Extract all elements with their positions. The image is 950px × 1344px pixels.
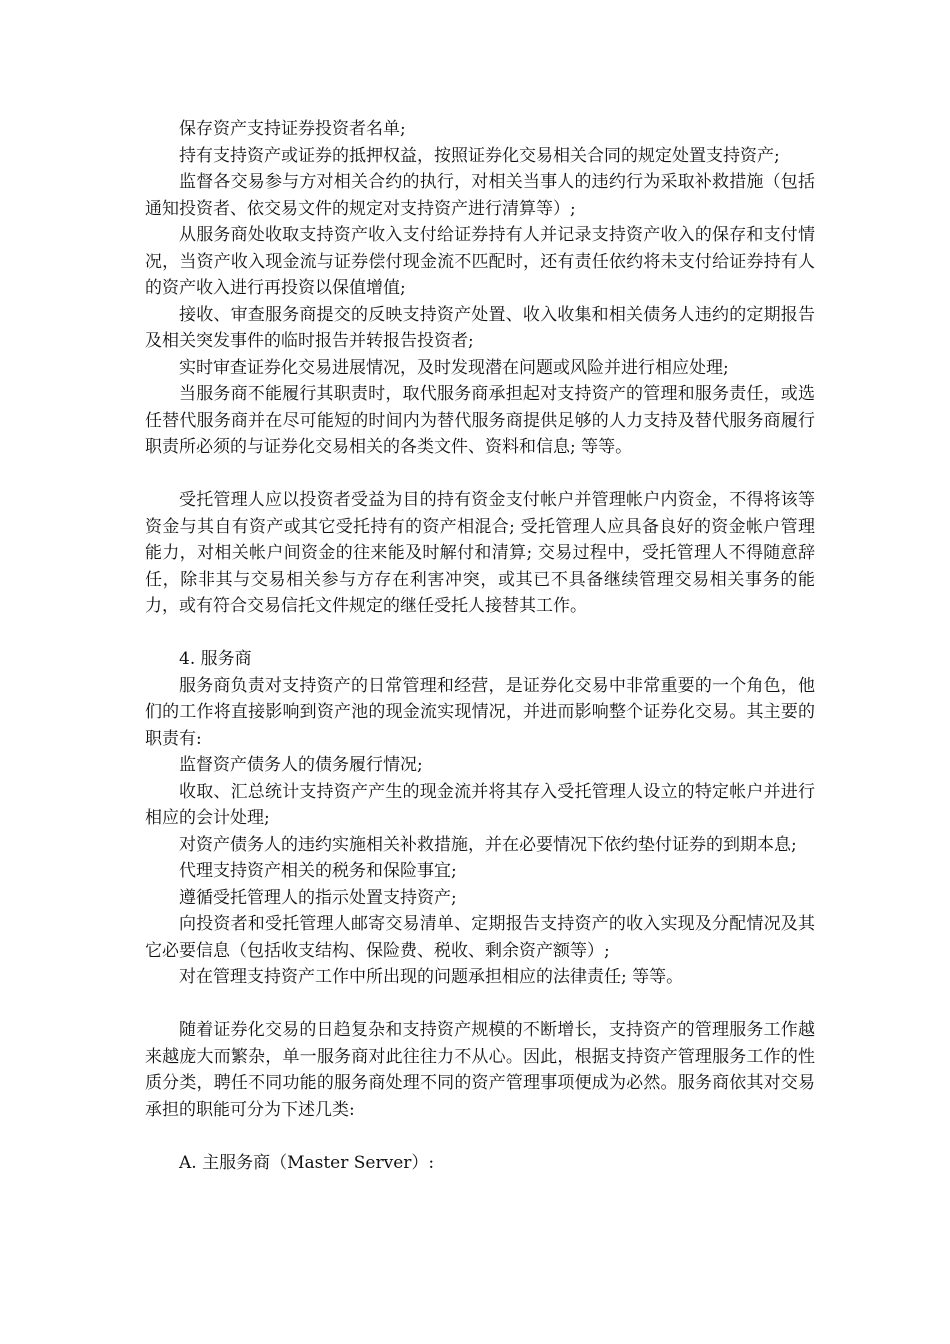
paragraph: 服务商负责对支持资产的日常管理和经营，是证券化交易中非常重要的一个角色，他们的工作将直接影响到资产池的现金流实现情况，并进而影响整个证券化交易。其主要的职责有: — [145, 675, 815, 749]
paragraph-spacer — [145, 1123, 815, 1150]
paragraph-trustee: 受托管理人应以投资者受益为目的持有资金支付帐户并管理帐户内资金，不得将该等资金与其自有资产或其它受托持有的资产相混合; 受托管理人应具备良好的资金帐户管理能力，对相关帐户间资金的往来能及时解付和清算; 交易过程中，受托管理人不得随意辞任，除非其与交易相关参与方存在利害冲突，或其已不具备继续管理交易相关事务的能力，或有符合交易信托文件规定的继任受托人接替其工作。 — [145, 490, 815, 616]
paragraph: 对在管理支持资产工作中所出现的问题承担相应的法律责任; 等等。 — [179, 967, 684, 987]
paragraph: 收取、汇总统计支持资产产生的现金流并将其存入受托管理人设立的特定帐户并进行相应的会计处理; — [145, 781, 815, 828]
paragraph: 遵循受托管理人的指示处置支持资产; — [179, 887, 457, 908]
section-heading: 4. 服务商 — [179, 649, 252, 669]
paragraph: 持有支持资产或证券的抵押权益，按照证券化交易相关合同的规定处置支持资产; — [179, 145, 780, 166]
paragraph-spacer — [145, 461, 815, 488]
paragraph-spacer — [145, 991, 815, 1018]
paragraph: 当服务商不能履行其职责时，取代服务商承担起对支持资产的管理和服务责任，或选任替代服务商并在尽可能短的时间内为替代服务商提供足够的人力支持及替代服务商履行职责所必须的与证券化交易相关的各类文件、资料和信息; 等等。 — [145, 384, 815, 457]
subheading-master-server: A. 主服务商（Master Server）: — [179, 1152, 435, 1173]
paragraph: 保存资产支持证券投资者名单; — [179, 119, 406, 139]
paragraph: 从服务商处收取支持资产收入支付给证券持有人并记录支持资产收入的保存和支付情况，当资产收入现金流与证券偿付现金流不匹配时，还有责任依约将未支付给证券持有人的资产收入进行再投资以保值增值; — [145, 225, 815, 298]
paragraph: 代理支持资产相关的税务和保险事宜; — [179, 861, 457, 881]
paragraph-categories: 随着证券化交易的日趋复杂和支持资产规模的不断增长，支持资产的管理服务工作越来越庞大而繁杂，单一服务商对此往往力不从心。因此，根据支持资产管理服务工作的性质分类，聘任不同功能的服务商处理不同的资产管理事项便成为必然。服务商依其对交易承担的职能可分为下述几类: — [145, 1020, 815, 1120]
paragraph-spacer — [145, 620, 815, 647]
paragraph: 接收、审查服务商提交的反映支持资产处置、收入收集和相关债务人违约的定期报告及相关突发事件的临时报告并转报告投资者; — [145, 304, 815, 351]
paragraph: 监督各交易参与方对相关合约的执行，对相关当事人的违约行为采取补救措施（包括通知投资者、依交易文件的规定对支持资产进行清算等）; — [145, 172, 815, 219]
paragraph: 向投资者和受托管理人邮寄交易清单、定期报告支持资产的收入实现及分配情况及其它必要信息（包括收支结构、保险费、税收、剩余资产额等）; — [145, 914, 815, 961]
paragraph: 对资产债务人的违约实施相关补救措施，并在必要情况下依约垫付证券的到期本息; — [179, 834, 797, 855]
paragraph: 监督资产债务人的债务履行情况; — [179, 755, 423, 775]
document-body — [145, 116, 815, 1176]
paragraph: 实时审查证券化交易进展情况，及时发现潜在问题或风险并进行相应处理; — [179, 357, 729, 378]
